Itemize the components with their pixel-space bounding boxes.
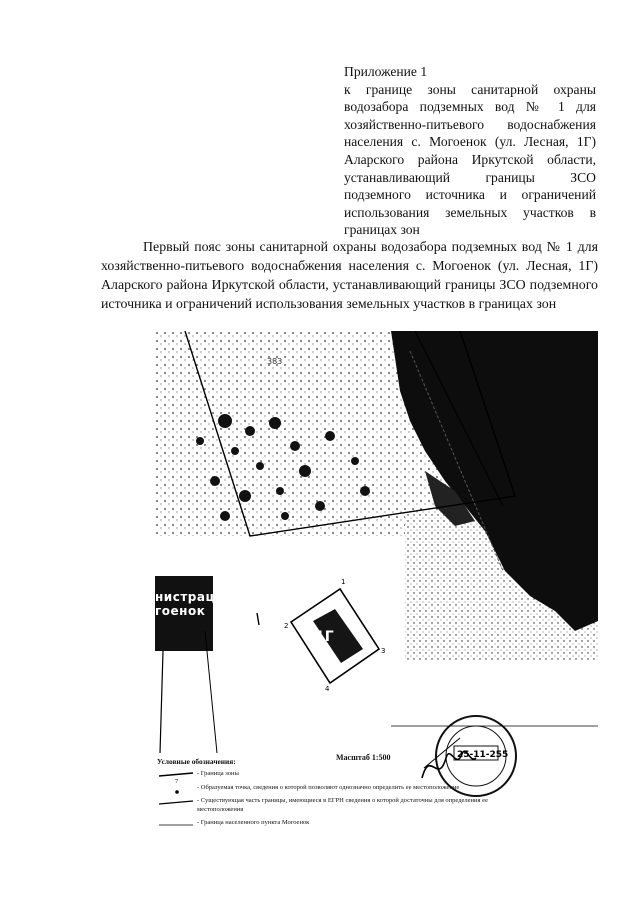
official-stamp bbox=[416, 708, 524, 808]
settlement-line-icon bbox=[157, 819, 195, 829]
legend-item-settlement: - Граница населенного пункта Могоенок bbox=[157, 819, 517, 827]
point-4: 4 bbox=[325, 685, 330, 693]
parcel-number: 383 bbox=[267, 357, 283, 366]
existing-line-icon bbox=[157, 797, 195, 807]
map-scale: Масштаб 1:500 bbox=[336, 753, 391, 762]
svg-text:25-11-255: 25-11-255 bbox=[457, 750, 509, 760]
tick-mark bbox=[257, 613, 259, 625]
legend-title: Условные обозначения: bbox=[157, 757, 236, 766]
legend-item-existing: - Существующая часть границы, имеющиеся в ЕГРН сведения о которой достаточны для определения ее местоположения bbox=[157, 797, 517, 814]
appendix-body: к границе зоны санитарной охраны водозабора подземных вод № 1 для хозяйственно-питьевого водоснабжения населения с. Могоенок (ул. Лесная, 1Г) Аларского района Иркутской области, устанавливающий границы ЗСО подземного источника и ограничений использования земельных участков в границах зон bbox=[344, 81, 596, 238]
point-1: 1 bbox=[341, 578, 346, 586]
map-drawing bbox=[155, 331, 598, 753]
stamp-seal-icon bbox=[416, 708, 524, 808]
point-3: 3 bbox=[381, 647, 386, 655]
legend-item-point: 7 - Образуемая точка, сведения о которой позволяют однозначно определить ее местоположение bbox=[157, 784, 517, 792]
appendix-title: Приложение 1 bbox=[344, 64, 428, 79]
point-2: 2 bbox=[284, 622, 289, 630]
parcel-label: 1Г bbox=[315, 629, 334, 645]
legend-item-zone: - Граница зоны bbox=[157, 770, 517, 778]
cadastral-map bbox=[155, 331, 598, 753]
appendix-block bbox=[344, 63, 596, 239]
road-left bbox=[160, 651, 163, 753]
document-heading: Первый пояс зоны санитарной охраны водозабора подземных вод № 1 для хозяйственно-питьевого водоснабжения населения с. Могоенок (ул. Лесная, 1Г) Аларского района Иркутской области, устанавливающий границы ЗСО подземного источника и ограничений использования земельных участков в границах зон bbox=[101, 240, 598, 312]
town-label: нистрация гоенок bbox=[155, 590, 232, 618]
